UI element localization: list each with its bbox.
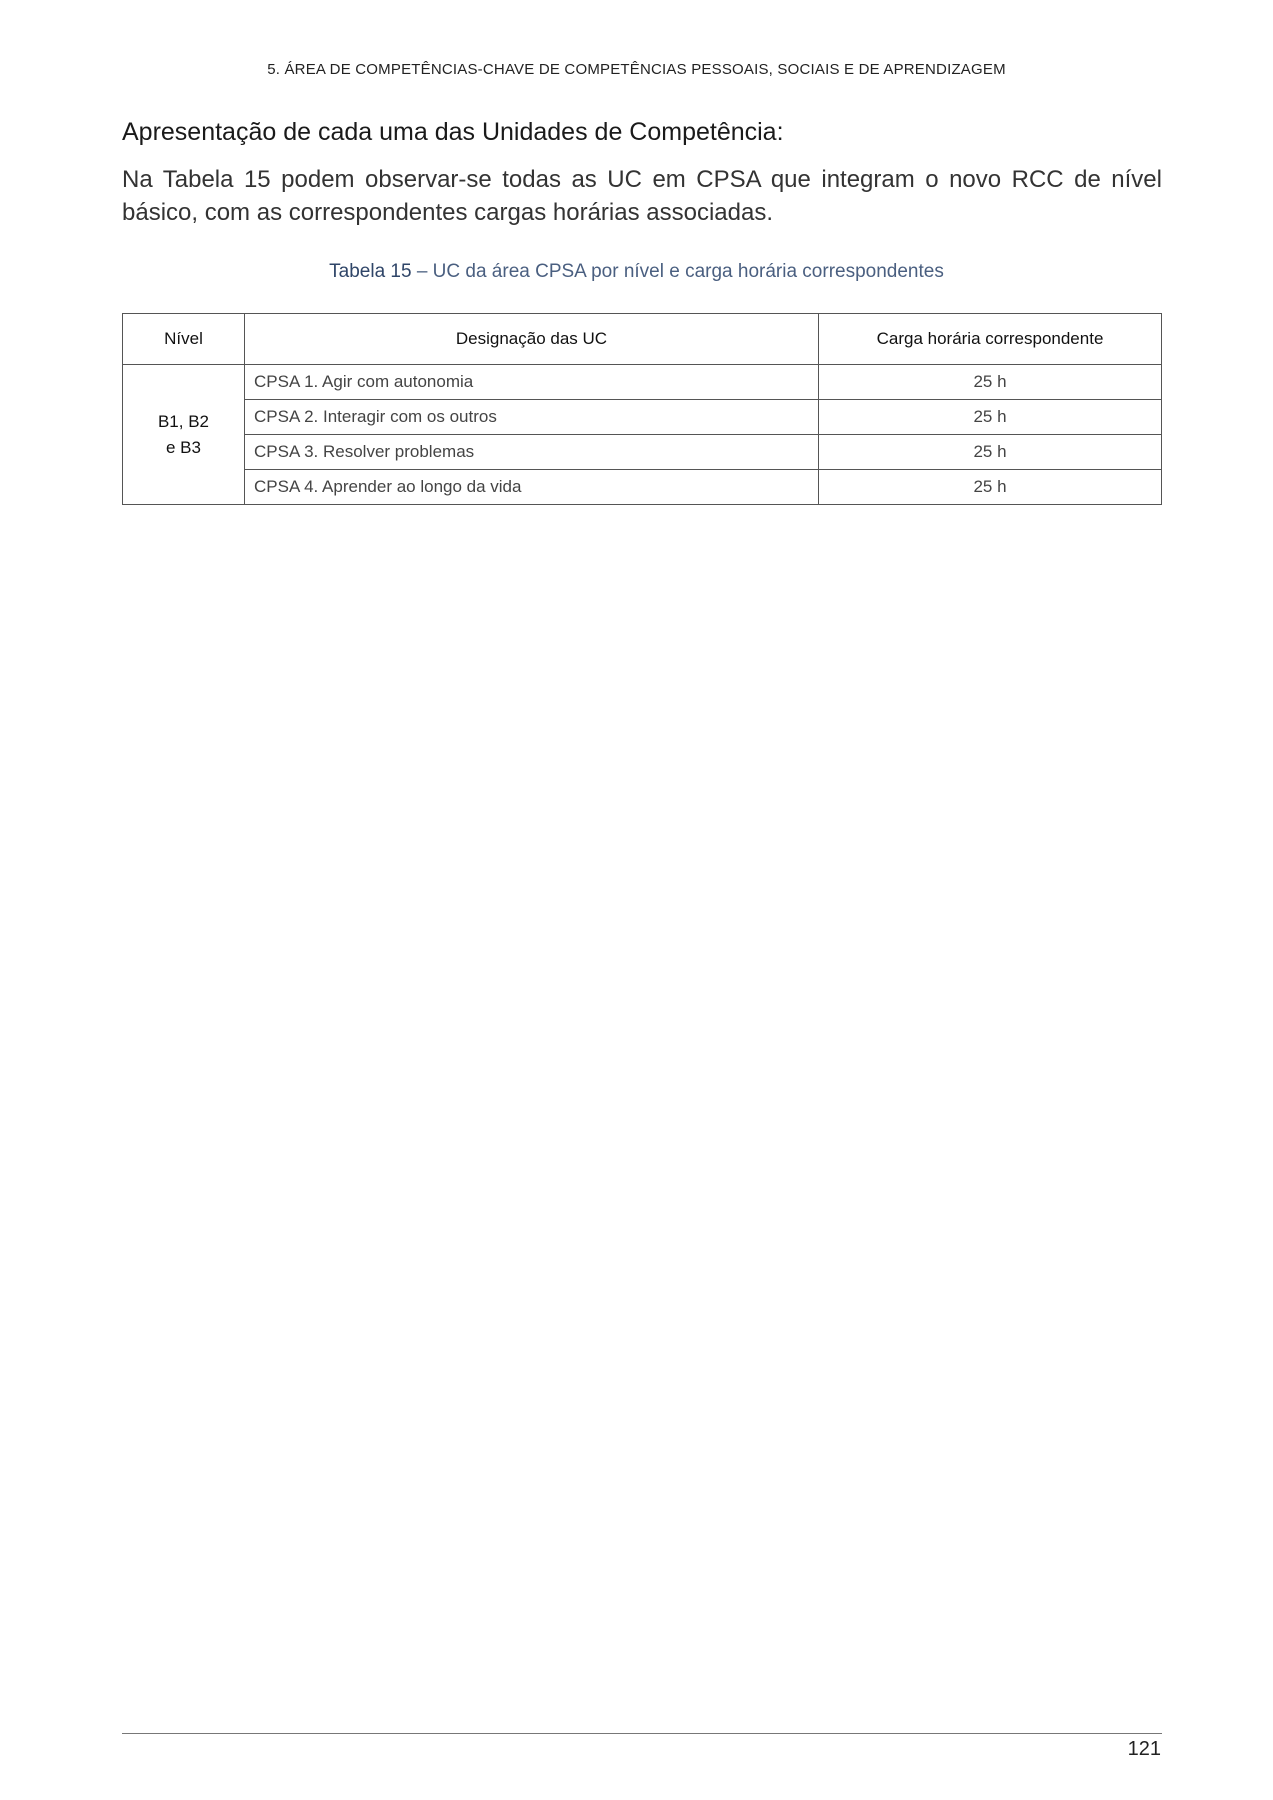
designation-cell: CPSA 2. Interagir com os outros [245,400,819,435]
hours-cell: 25 h [819,365,1162,400]
page-number: 121 [1127,1738,1161,1760]
table-row [123,435,1162,470]
table-row [123,365,1162,400]
section-heading: Apresentação de cada uma das Unidades de Competência: [122,118,784,146]
footer-rule [122,1733,1162,1734]
hours-cell: 25 h [819,400,1162,435]
table-caption [0,261,1273,283]
level-line-1: B1, B2 [157,411,210,431]
table-header-row [123,314,1162,365]
hours-cell: 25 h [819,470,1162,505]
table-row [123,470,1162,505]
body-paragraph: Na Tabela 15 podem observar-se todas as UC em CPSA que integram o novo RCC de nível básico, com as correspondentes cargas horárias associadas. [122,166,1162,226]
caption-text: – UC da área CPSA por nível e carga horária correspondentes [411,261,944,282]
designation-cell: CPSA 3. Resolver problemas [245,435,819,470]
level-cell [123,365,245,505]
designation-cell: CPSA 4. Aprender ao longo da vida [245,470,819,505]
running-header: 5. ÁREA DE COMPETÊNCIAS-CHAVE DE COMPETÊNCIAS PESSOAIS, SOCIAIS E DE APRENDIZAGEM [267,61,1006,78]
level-line-2: e B3 [166,437,201,457]
designation-cell: CPSA 1. Agir com autonomia [245,365,819,400]
header-level: Nível [123,314,245,365]
caption-label: Tabela 15 [329,261,412,282]
header-hours: Carga horária correspondente [819,314,1162,365]
header-designation: Designação das UC [245,314,819,365]
hours-cell: 25 h [819,435,1162,470]
uc-table [122,313,1162,505]
table-row [123,400,1162,435]
